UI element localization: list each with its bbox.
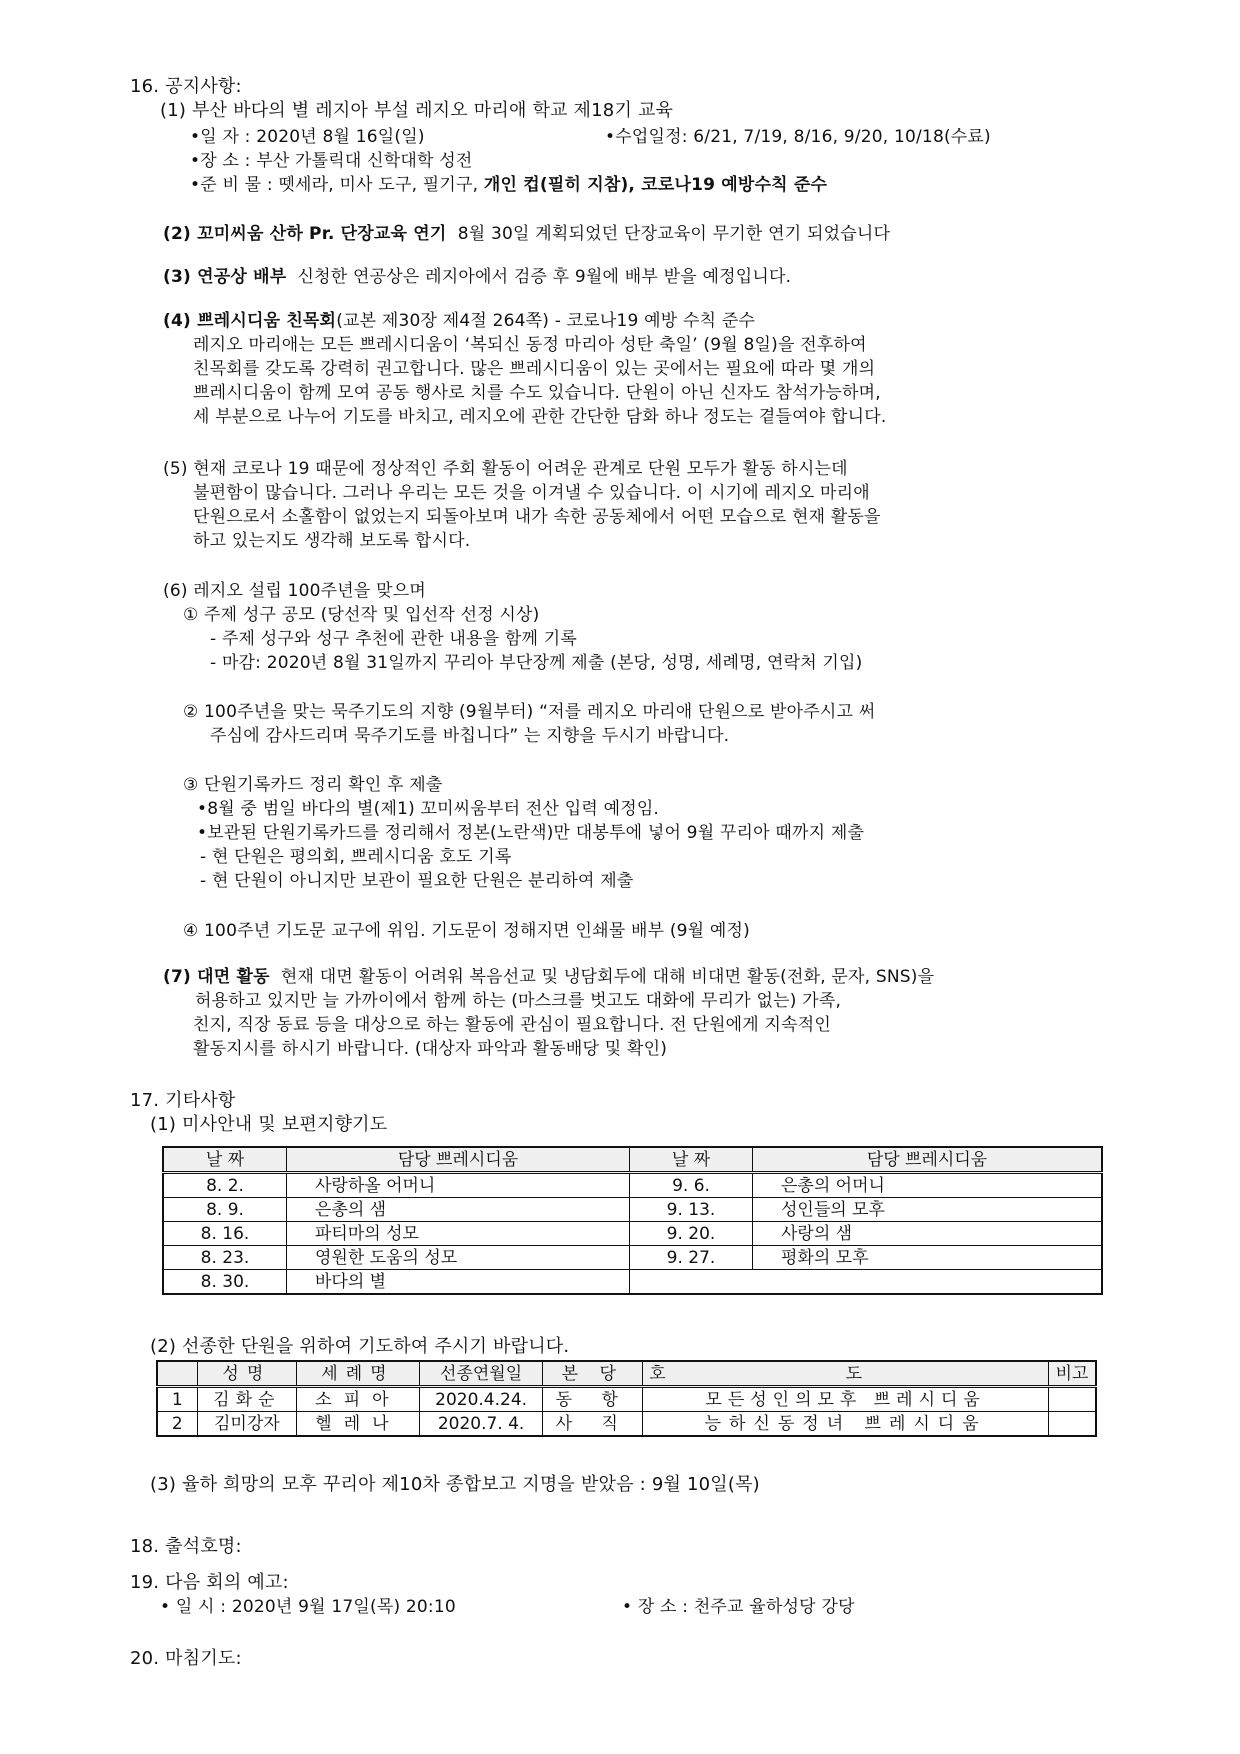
cell-praesidium: 은총의 샘 [287,1198,630,1222]
item-4-line: 쁘레시디움이 함께 모여 공동 행사로 치를 수도 있습니다. 단원이 아닌 신자도 참석가능하며, [193,383,881,403]
cell-date: 9. 6. [630,1173,753,1198]
item-2 [163,223,890,245]
table-row [157,1387,1096,1412]
header-baptismal-name: 세례명 [297,1361,420,1387]
item-4-line: 세 부분으로 나누어 기도를 바치고, 레지오에 관한 간단한 담화 하나 정도는 곁들여야 합니다. [193,407,887,427]
item-6c-line: •8월 중 범일 바다의 별(제1) 꼬미씨움부터 전산 입력 예정임. [197,799,660,819]
item-6a-line: - 주제 성구와 성구 추천에 관한 내용을 함께 기록 [210,629,577,649]
section-16-title: 16. 공지사항: [130,76,242,97]
table-row [163,1222,1102,1246]
item-3 [163,266,791,288]
table-header-row [163,1147,1102,1173]
item-3-head: (3) 연공상 배부 [163,267,287,287]
cell-date: 8. 2. [163,1173,287,1198]
item-6-title: (6) 레지오 설립 100주년을 맞으며 [163,581,426,601]
header-parish: 본 당 [543,1361,643,1387]
item-5-line: 단원으로서 소홀함이 없었는지 되돌아보며 내가 속한 공동체에서 어떤 모습으로 현재 활동을 [193,507,881,527]
item-7-line1 [163,966,934,988]
header-praesidium: 호도 [643,1361,1049,1387]
cell-name: 김화순 [197,1387,296,1412]
section-18-title: 18. 출석호명: [130,1536,242,1557]
cell-praesidium: 은총의 어머니 [753,1173,1103,1198]
cell-no: 1 [157,1387,197,1412]
item-5-line: 하고 있는지도 생각해 보도록 합시다. [193,531,471,551]
table-row [163,1246,1102,1270]
item-7-line: 활동지시를 하시기 바랍니다. (대상자 파악과 활동배당 및 확인) [193,1039,668,1059]
header-praesidium: 담당 쁘레시디움 [753,1147,1103,1173]
section-17-title: 17. 기타사항 [130,1090,236,1111]
item-6d: ④ 100주년 기도문 교구에 위임. 기도문이 정해지면 인쇄물 배부 (9월 예정) [183,921,750,941]
header-date: 날 짜 [630,1147,753,1173]
header-date: 날 짜 [163,1147,287,1173]
item-1-prep-b: 개인 컵(필히 지참), 코로나19 예방수칙 준수 [483,175,828,195]
item-4-head: (4) 쁘레시디움 친목회 [163,311,337,331]
cell-date: 9. 13. [630,1198,753,1222]
item-1-schedule: •수업일정: 6/21, 7/19, 8/16, 9/20, 10/18(수료) [605,127,991,147]
cell-date: 9. 27. [630,1246,753,1270]
section-19-title: 19. 다음 회의 예고: [130,1572,289,1593]
cell-baptismal-name: 헬레나 [297,1412,420,1437]
cell-praesidium: 바다의 별 [287,1270,630,1295]
cell-no: 2 [157,1412,197,1437]
item-6b-line: ② 100주년을 맞는 묵주기도의 지향 (9월부터) “저를 레지오 마리애 단원으로 받아주시고 써 [183,702,876,722]
mass-schedule-table [162,1146,1103,1295]
cell-parish: 동 항 [543,1387,643,1412]
cell-praesidium: 영원한 도움의 성모 [287,1246,630,1270]
item-7-line: 친지, 직장 동료 등을 대상으로 하는 활동에 관심이 필요합니다. 전 단원에게 지속적인 [193,1015,831,1035]
cell-praesidium: 사랑하올 어머니 [287,1173,630,1198]
deceased-members-table [156,1360,1097,1437]
table-row [163,1173,1102,1198]
table-row [157,1412,1096,1437]
item-17-3: (3) 율하 희망의 모후 꾸리아 제10차 종합보고 지명을 받았음 : 9월 10일(목) [150,1474,760,1495]
cell-date: 8. 23. [163,1246,287,1270]
cell-empty [630,1270,1103,1295]
section-20-title: 20. 마침기도: [130,1648,242,1669]
header-remarks: 비고 [1049,1361,1096,1387]
item-4-head-rest: (교본 제30장 제4절 264쪽) - 코로나19 예방 수칙 준수 [336,311,756,331]
item-7-body: 현재 대면 활동이 어려워 복음선교 및 냉담회두에 대해 비대면 활동(전화, 문자, SNS)을 [280,967,935,987]
item-7-head: (7) 대면 활동 [163,967,270,987]
header-praesidium: 담당 쁘레시디움 [287,1147,630,1173]
cell-praesidium: 능하신동정녀 쁘레시디움 [643,1412,1049,1437]
cell-death-date: 2020.7. 4. [419,1412,542,1437]
table-header-row [157,1361,1096,1387]
header-death-date: 선종연월일 [419,1361,542,1387]
item-1-date: •일 자 : 2020년 8월 16일(일) [190,127,425,147]
item-6c-line: •보관된 단원기록카드를 정리해서 정본(노란색)만 대봉투에 넣어 9월 꾸리아 때까지 제출 [197,823,865,843]
deceased-table-title: (2) 선종한 단원을 위하여 기도하여 주시기 바랍니다. [150,1336,570,1357]
item-6b-line: 주심에 감사드리며 묵주기도를 바칩니다” 는 지향을 두시기 바랍니다. [210,726,730,746]
table-row [163,1198,1102,1222]
item-6c-line: - 현 단원은 평의회, 쁘레시디움 호도 기록 [200,847,512,867]
item-6c-title: ③ 단원기록카드 정리 확인 후 제출 [183,775,443,795]
item-6a-title: ① 주제 성구 공모 (당선작 및 입선작 선정 시상) [183,605,540,625]
next-meeting-where: • 장 소 : 천주교 율하성당 강당 [622,1597,855,1617]
cell-date: 9. 20. [630,1222,753,1246]
item-2-head: (2) 꼬미씨움 산하 Pr. 단장교육 연기 [163,224,447,244]
next-meeting-when: • 일 시 : 2020년 9월 17일(목) 20:10 [160,1597,456,1617]
mass-table-title: (1) 미사안내 및 보편지향기도 [150,1114,388,1135]
cell-praesidium: 성인들의 모후 [753,1198,1103,1222]
cell-name: 김미강자 [197,1412,296,1437]
item-5-line: 불편함이 많습니다. 그러나 우리는 모든 것을 이겨낼 수 있습니다. 이 시기에 레지오 마리애 [193,483,870,503]
cell-date: 8. 30. [163,1270,287,1295]
cell-praesidium: 사랑의 샘 [753,1222,1103,1246]
item-2-body: 8월 30일 계획되었던 단장교육이 무기한 연기 되었습니다 [457,224,891,244]
cell-date: 8. 16. [163,1222,287,1246]
item-5-line: (5) 현재 코로나 19 때문에 정상적인 주회 활동이 어려운 관계로 단원 모두가 활동 하시는데 [163,459,848,479]
cell-date: 8. 9. [163,1198,287,1222]
header-name: 성명 [197,1361,296,1387]
cell-death-date: 2020.4.24. [419,1387,542,1412]
item-4-line: 레지오 마리애는 모든 쁘레시디움이 ‘복되신 동정 마리아 성탄 축일’ (9월 8일)을 전후하여 [193,335,867,355]
item-3-body: 신청한 연공상은 레지아에서 검증 후 9월에 배부 받을 예정입니다. [297,267,792,287]
item-1-prep-a: •준 비 물 : 뗏세라, 미사 도구, 필기구, [190,175,484,195]
table-row [163,1270,1102,1295]
cell-praesidium: 모든성인의모후 쁘레시디움 [643,1387,1049,1412]
cell-praesidium: 파티마의 성모 [287,1222,630,1246]
item-6a-line: - 마감: 2020년 8월 31일까지 꾸리아 부단장께 제출 (본당, 성명, 세례명, 연락처 기입) [210,653,863,673]
cell-baptismal-name: 소피아 [297,1387,420,1412]
item-1-prep [190,174,827,196]
cell-parish: 사 직 [543,1412,643,1437]
item-1-title: (1) 부산 바다의 별 레지아 부설 레지오 마리애 학교 제18기 교육 [160,100,674,121]
cell-remarks [1049,1387,1096,1412]
item-4-head-line [163,310,755,332]
item-7-line: 허용하고 있지만 늘 가까이에서 함께 하는 (마스크를 벗고도 대화에 무리가 없는) 가족, [195,991,842,1011]
item-1-place: •장 소 : 부산 가톨릭대 신학대학 성전 [190,151,473,171]
cell-praesidium: 평화의 모후 [753,1246,1103,1270]
header-no [157,1361,197,1387]
cell-remarks [1049,1412,1096,1437]
item-4-line: 친목회를 갖도록 강력히 권고합니다. 많은 쁘레시디움이 있는 곳에서는 필요에 따라 몇 개의 [193,359,876,379]
item-6c-line: - 현 단원이 아니지만 보관이 필요한 단원은 분리하여 제출 [200,871,634,891]
